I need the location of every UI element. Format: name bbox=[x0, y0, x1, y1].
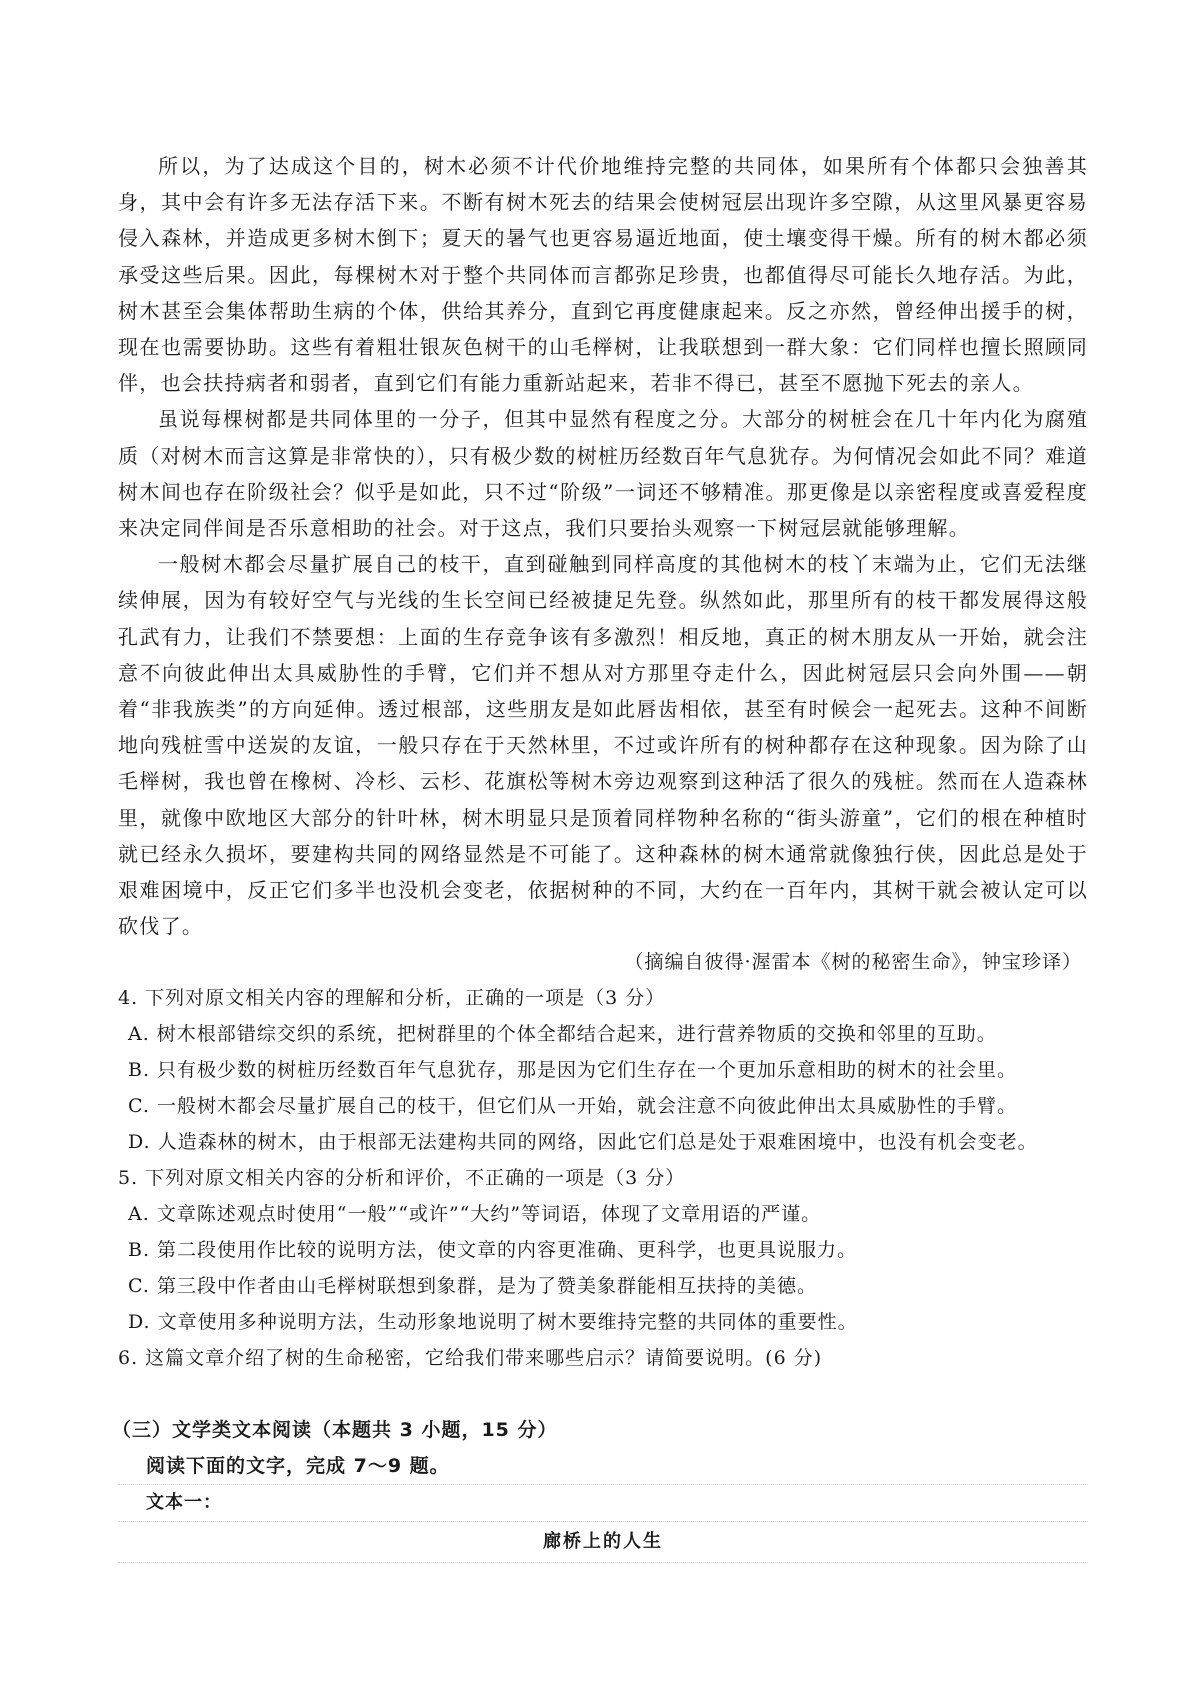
page-content bbox=[112, 148, 1088, 1563]
option-d: D. 文章使用多种说明方法，生动形象地说明了树木要维持完整的共同体的重要性。 bbox=[128, 1311, 858, 1334]
question-5 bbox=[118, 1160, 1088, 1340]
section-heading: （三）文学类文本阅读（本题共 3 小题，15 分） bbox=[112, 1419, 558, 1442]
passage-source: （摘编自彼得·渥雷本《树的秘密生命》，钟宝珍译） bbox=[624, 951, 1082, 974]
question-stem: 5. 下列对原文相关内容的分析和评价，不正确的一项是（3 分） bbox=[118, 1167, 686, 1190]
option-b: B. 第二段使用作比较的说明方法，使文章的内容更准确、更科学，也更具说服力。 bbox=[128, 1239, 858, 1262]
option-c: C. 一般树木都会尽量扩展自己的枝干，但它们从一开始，就会注意不向彼此伸出太具威胁性的手臂。 bbox=[128, 1095, 1017, 1118]
option-a: A. 树木根部错综交织的系统，把树群里的个体全都结合起来，进行营养物质的交换和邻里的互助。 bbox=[128, 1023, 997, 1046]
section-instruction: 阅读下面的文字，完成 7～9 题。 bbox=[146, 1455, 450, 1478]
passage-paragraph-2: 虽说每棵树都是共同体里的一分子，但其中显然有程度之分。大部分的树桩会在几十年内化为腐殖质（对树木而言这算是非常快的），只有极少数的树桩历经数百年气息犹存。为何情况会如此不同？难道树木间也存在阶级社会？似乎是如此，只不过“阶级”一词还不够精准。那更像是以亲密程度或喜爱程度来决定同伴间是否乐意相助的社会。对于这点，我们只要抬头观察一下树冠层就能够理解。 bbox=[118, 407, 1088, 541]
question-6 bbox=[118, 1340, 1088, 1376]
story-title: 廊桥上的人生 bbox=[118, 1521, 1088, 1563]
option-c: C. 第三段中作者由山毛榉树联想到象群，是为了赞美象群能相互扶持的美德。 bbox=[128, 1275, 817, 1298]
question-4 bbox=[118, 980, 1088, 1160]
question-stem: 6. 这篇文章介绍了树的生命秘密，它给我们带来哪些启示？请简要说明。(6 分) bbox=[118, 1347, 823, 1370]
passage-paragraph-3: 一般树木都会尽量扩展自己的枝干，直到碰触到同样高度的其他树木的枝丫末端为止，它们无法继续伸展，因为有较好空气与光线的生长空间已经被捷足先登。纵然如此，那里所有的枝干都发展得这般孔武有力，让我们不禁要想：上面的生存竞争该有多激烈！相反地，真正的树木朋友从一开始，就会注意不向彼此伸出太具威胁性的手臂，它们并不想从对方那里夺走什么，因此树冠层只会向外围——朝着“非我族类”的方向延伸。透过根部，这些朋友是如此唇齿相依，甚至有时候会一起死去。这种不间断地向残桩雪中送炭的友谊，一般只存在于天然林里，不过或许所有的树种都存在这种现象。因为除了山毛榉树，我也曾在橡树、冷杉、云杉、花旗松等树木旁边观察到这种活了很久的残桩。然而在人造森林里，就像中欧地区大部分的针叶林，树木明显只是顶着同样物种名称的“街头游童”，它们的根在种植时就已经永久损坏，要建构共同的网络显然是不可能了。这种森林的树木通常就像独行侠，因此总是处于艰难困境中，反正它们多半也没机会变老，依据树种的不同，大约在一百年内，其树干就会被认定可以砍伐了。 bbox=[118, 552, 1088, 939]
text-label: 文本一： bbox=[118, 1484, 1088, 1521]
question-stem: 4. 下列对原文相关内容的理解和分析，正确的一项是（3 分） bbox=[118, 987, 666, 1010]
passage-paragraph-1: 所以，为了达成这个目的，树木必须不计代价地维持完整的共同体，如果所有个体都只会独善其身，其中会有许多无法存活下来。不断有树木死去的结果会使树冠层出现许多空隙，从这里风暴更容易侵入森林，并造成更多树木倒下；夏天的暑气也更容易逼近地面，使土壤变得干燥。所有的树木都必须承受这些后果。因此，每棵树木对于整个共同体而言都弥足珍贵，也都值得尽可能长久地存活。为此，树木甚至会集体帮助生病的个体，供给其养分，直到它再度健康起来。反之亦然，曾经伸出援手的树，现在也需要协助。这些有着粗壮银灰色树干的山毛榉树，让我联想到一群大象：它们同样也擅长照顾同伴，也会扶持病者和弱者，直到它们有能力重新站起来，若非不得已，甚至不愿抛下死去的亲人。 bbox=[118, 154, 1088, 396]
option-b: B. 只有极少数的树桩历经数百年气息犹存，那是因为它们生存在一个更加乐意相助的树木的社会里。 bbox=[128, 1059, 1018, 1082]
section-gap bbox=[118, 1376, 1088, 1412]
option-d: D. 人造森林的树木，由于根部无法建构共同的网络，因此它们总是处于艰难困境中，也没有机会变老。 bbox=[128, 1131, 1038, 1154]
option-a: A. 文章陈述观点时使用“一般”“或许”“大约”等词语，体现了文章用语的严谨。 bbox=[128, 1203, 822, 1226]
section-3 bbox=[112, 1412, 1088, 1563]
